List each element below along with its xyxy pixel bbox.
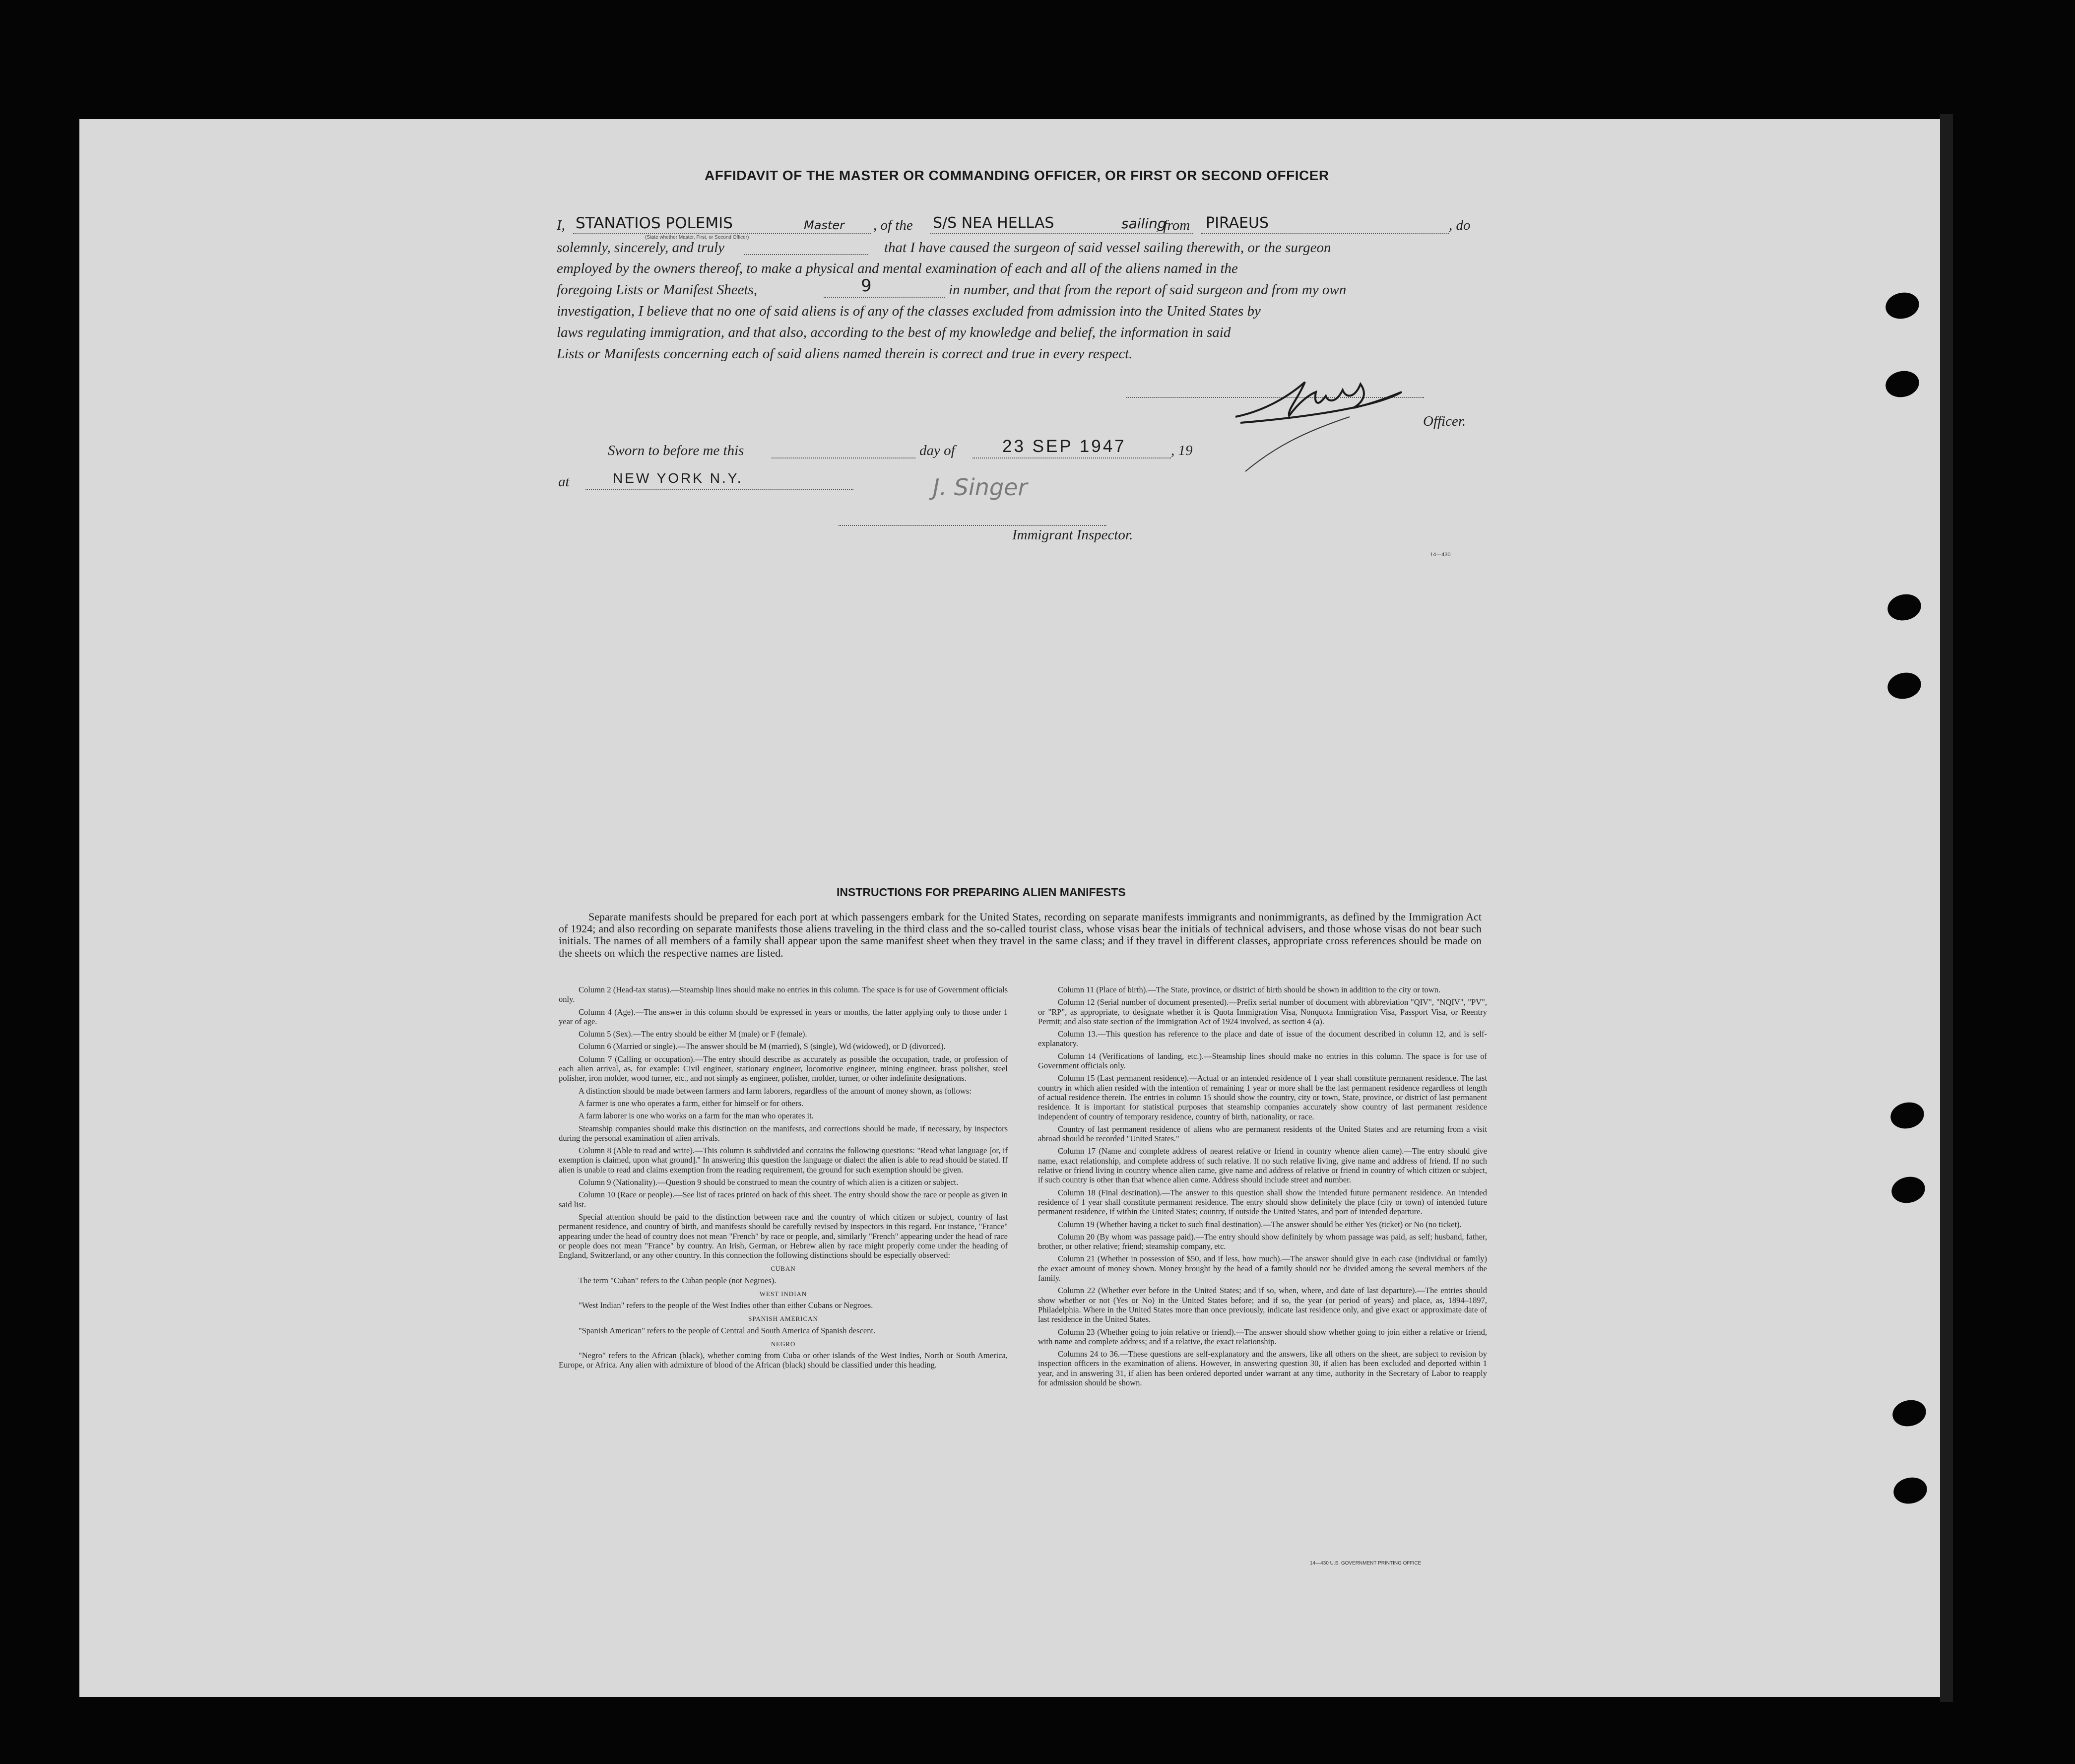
affidavit-title: AFFIDAVIT OF THE MASTER OR COMMANDING OFFICER, OR FIRST OR SECOND OFFICER (705, 168, 1329, 183)
officer-label: Officer. (1423, 413, 1466, 429)
place-fill-line (585, 489, 853, 490)
port-name: PIRAEUS (1206, 214, 1269, 232)
affidavit-line-3: employed by the owners thereof, to make a physical and mental examination of each and all of the aliens named in the (557, 261, 1238, 276)
instructions-right-column (1038, 985, 1487, 1390)
affidavit-line-7: Lists or Manifests concerning each of said aliens named therein is correct and true in every respect. (557, 346, 1133, 362)
form-number: 14—430 (1430, 552, 1451, 558)
affidavit-of-the: , of the (873, 217, 913, 233)
instruction-paragraph: Column 5 (Sex).—The entry should be either M (male) or F (female). (579, 1029, 807, 1039)
instruction-paragraph: Column 2 (Head-tax status).—Steamship lines should make no entries in this column. The space is for use of Government officials only. (559, 985, 1008, 1004)
inspector-label: Immigrant Inspector. (1012, 527, 1133, 543)
instruction-paragraph: Column 20 (By whom was passage paid).—The entry should show definitely by whom passage was paid, as self; husband, father, brother, or other relative; friend; steamship company, etc. (1038, 1232, 1487, 1251)
officer-name: STANATIOS POLEMIS (576, 214, 733, 232)
inspector-line (839, 525, 1106, 526)
instruction-paragraph: Column 6 (Married or single).—The answer should be M (married), S (single), Wd (widowed), or D (divorced). (579, 1042, 946, 1051)
affidavit-line-6: laws regulating immigration, and that also, according to the best of my knowledge and belief, the information in said (557, 325, 1231, 340)
affidavit-i: I, (557, 217, 565, 233)
vessel-name: S/S NEA HELLAS (933, 214, 1054, 232)
west-indian-heading: WEST INDIAN (759, 1290, 807, 1298)
officer-rank: Master (804, 218, 844, 232)
instruction-paragraph: Column 22 (Whether ever before in the United States; and if so, when, where, and date of last departure).—The entries should show whether or not (Yes or No) in the United States before; and if so, the year (or period of years) and place, as, 1894–1897, Philadelphia. Where in the United States more than once previously, indicate last residence only, and give exact or approximate date of last residence in the United States. (1038, 1286, 1487, 1324)
affidavit-from: , from (1156, 217, 1190, 233)
place-stamp: NEW YORK N.Y. (613, 470, 743, 486)
printer-imprint: 14—430 U.S. GOVERNMENT PRINTING OFFICE (1310, 1561, 1422, 1566)
instruction-paragraph: Column 9 (Nationality).—Question 9 should be construed to mean the country of which alien is a citizen or subject. (579, 1177, 959, 1187)
instruction-paragraph: Special attention should be paid to the distinction between race and the country of which citizen or subject, country of last permanent residence, and country of birth, and manifests should be carefully revised by inspectors in this regard. For instance, "France" appearing under the head of country does not mean "French" by race or people, and, similarly "French" appearing under the head of race or people does not mean "France" by country. An Irish, German, or Hebrew alien by race might properly come under the heading of England, Switzerland, or any other country. In this connection the following distinctions should be especially observed: (559, 1212, 1008, 1260)
instruction-paragraph: Column 23 (Whether going to join relative or friend).—The answer should show whether going to join either a relative or friend, with name and complete address; and if a relative, the exact relationship. (1038, 1327, 1487, 1346)
instruction-paragraph: Column 14 (Verifications of landing, etc.).—Steamship lines should make no entries in this column. The space is for use of Government officials only. (1038, 1051, 1487, 1071)
cuban-definition: The term "Cuban" refers to the Cuban people (not Negroes). (579, 1275, 777, 1285)
negro-definition: "Negro" refers to the African (black), whether coming from Cuba or other islands of the West Indies, North or South America, Europe, or Africa. Any alien with admixture of blood of the African (black) should be classified under this heading. (559, 1351, 1008, 1370)
instructions-left-column (559, 985, 1008, 1373)
date-fill-line (973, 457, 1171, 458)
west-indian-definition: "West Indian" refers to the people of the West Indies other than either Cubans or Negroes. (579, 1301, 873, 1310)
instructions-intro: Separate manifests should be prepared for each port at which passengers embark for the United States, recording on separate manifests immigrants and nonimmigrants, as defined by the Immigration Act of 1924; and also recording on separate manifests those aliens traveling in the third class and the so-called tourist class, whose visas bear the initials of technical advisers, and those whose visas do not bear such initials. The names of all members of a family shall appear upon the same manifest sheet when they travel in the same class; and if they travel in different classes, appropriate cross references should be made on the sheets on which the respective names are listed. (559, 911, 1482, 959)
date-stamp: 23 SEP 1947 (1002, 437, 1126, 456)
instruction-paragraph: Column 8 (Able to read and write).—This column is subdivided and contains the following questions: "Read what language [or, if exemption is claimed, upon what ground]." In answering this question the language or dialect the alien is able to read should be stated. If alien is unable to read and claims exemption from the reading requirement, the ground for such exemption should be given. (559, 1146, 1008, 1175)
rank-hint: (State whether Master, First, or Second Officer) (645, 235, 749, 240)
page-edge-strip (1940, 114, 1953, 1702)
sheets-count: 9 (861, 276, 872, 296)
instruction-paragraph: Column 4 (Age).—The answer in this column should be expressed in years or months, the latter applying only to those under 1 year of age. (559, 1007, 1008, 1026)
instruction-paragraph: A farmer is one who operates a farm, either for himself or for others. (579, 1098, 804, 1108)
spanish-american-heading: SPANISH AMERICAN (748, 1315, 818, 1323)
day-of-text: day of (919, 443, 955, 458)
cuban-heading: CUBAN (771, 1265, 796, 1273)
instruction-paragraph: Column 15 (Last permanent residence).—Actual or an intended residence of 1 year shall constitute permanent residence. The last country in which alien resided with the intention of remaining 1 year or more shall be the last permanent residence regardless of length of actual residence therein. The entries in column 15 should show the country, city or town, State, province, or district of last permanent residence. It is important for statistical purposes that steamship companies accurately show country of last permanent residence independent of country of temporary residence, country of birth, nationality, or race. (1038, 1073, 1487, 1121)
sailing-word: sailing (1121, 215, 1167, 232)
instruction-paragraph: Column 11 (Place of birth).—The State, province, or district of birth should be shown in addition to the city or town. (1058, 985, 1441, 994)
instruction-paragraph: Column 12 (Serial number of document presented).—Prefix serial number of document with abbreviation "QIV", "NQIV", "PV", or "RP", as appropriate, to designate whether it is Quota Immigration Visa, Nonquota Immigration Visa, Passport Visa, or Reentry Permit; and also state section of the Immigration Act of 1924 involved, as section 4 (a). (1038, 997, 1487, 1026)
instruction-paragraph: Column 17 (Name and complete address of nearest relative or friend in country whence alien came).—The entry should give name, exact relationship, and complete address of such relative. If no such relative living, give name and address of friend. If no such relative or friend living in country whence alien came, give name and address of relative or friend in country of which citizen or subject, if such country is other than that whence alien came. Address should include street and number. (1038, 1146, 1487, 1185)
name-fill-line (573, 233, 871, 234)
affidavit-do: , do (1449, 217, 1471, 233)
instruction-paragraph: A farm laborer is one who works on a farm for the man who operates it. (579, 1111, 814, 1121)
inspector-signature: J. Singer (933, 474, 1028, 501)
affidavit-line-4a: foregoing Lists or Manifest Sheets, (557, 282, 758, 298)
year-prefix: , 19 (1171, 443, 1193, 458)
at-text: at (558, 474, 570, 490)
instruction-paragraph: Column 13.—This question has reference to the place and date of issue of the document described in column 12, and is self-explanatory. (1038, 1029, 1487, 1048)
vessel-fill-line (930, 233, 1193, 234)
affidavit-line-2b: that I have caused the surgeon of said vessel sailing therewith, or the surgeon (884, 240, 1331, 256)
instruction-paragraph: Country of last permanent residence of aliens who are permanent residents of the United States and are returning from a visit abroad should be recorded "United States." (1038, 1124, 1487, 1144)
day-fill-line (772, 457, 915, 458)
sworn-text: Sworn to before me this (608, 443, 744, 458)
instructions-title: INSTRUCTIONS FOR PREPARING ALIEN MANIFESTS (837, 886, 1126, 899)
affidavit-line-5: investigation, I believe that no one of said aliens is of any of the classes excluded from admission into the United States by (557, 303, 1261, 319)
instruction-paragraph: Column 10 (Race or people).—See list of races printed on back of this sheet. The entry should show the race or people as given in said list. (559, 1190, 1008, 1209)
instruction-paragraph: Column 19 (Whether having a ticket to such final destination).—The answer should be either Yes (ticket) or No (no ticket). (1058, 1219, 1462, 1229)
sheets-fill-line (824, 297, 945, 298)
instruction-paragraph: A distinction should be made between farmers and farm laborers, regardless of the amount of money shown, as follows: (579, 1086, 972, 1096)
instruction-paragraph: Column 21 (Whether in possession of $50, and if less, how much).—The answer should give in each case (individual or family) the exact amount of money shown. Money brought by the head of a family should not be divided among the several members of the family. (1038, 1254, 1487, 1283)
spanish-american-definition: "Spanish American" refers to the people of Central and South America of Spanish descent. (579, 1325, 876, 1335)
blank-fill-line (744, 254, 868, 255)
instruction-paragraph: Steamship companies should make this distinction on the manifests, and corrections should be made, if necessary, by inspectors during the personal examination of alien arrivals. (559, 1123, 1008, 1143)
affidavit-line-4b: in number, and that from the report of said surgeon and from my own (949, 282, 1347, 298)
affidavit-line-2a: solemnly, sincerely, and truly (557, 240, 725, 256)
instruction-paragraph: Column 7 (Calling or occupation).—The entry should describe as accurately as possible the occupation, trade, or profession of each alien arrival, as, for example: Civil engineer, stationary engineer, locomotive engineer, mining engineer, brass polisher, steel polisher, iron molder, wood turner, etc., and not simply as engineer, polisher, molder, turner, or other indefinite designations. (559, 1054, 1008, 1083)
instruction-paragraph: Column 18 (Final destination).—The answer to this question shall show the intended future permanent residence. An intended residence of 1 year shall constitute permanent residence. The entry should show definitely the place (city or town) of intended future permanent residence, if within the United States; country, if outside the United States, and port of intended departure. (1038, 1187, 1487, 1217)
negro-heading: NEGRO (771, 1340, 796, 1348)
instruction-paragraph: Columns 24 to 36.—These questions are self-explanatory and the answers, like all others on the sheet, are subject to revision by inspection officers in the examination of aliens. However, in answering question 30, if alien has been excluded and deported within 1 year, and in answering 31, if alien has been ordered deported under warrant at any time, authority in the Secretary of Labor to reapply for admission should be shown. (1038, 1349, 1487, 1387)
officer-signature (1231, 362, 1419, 476)
port-fill-line (1201, 233, 1449, 234)
